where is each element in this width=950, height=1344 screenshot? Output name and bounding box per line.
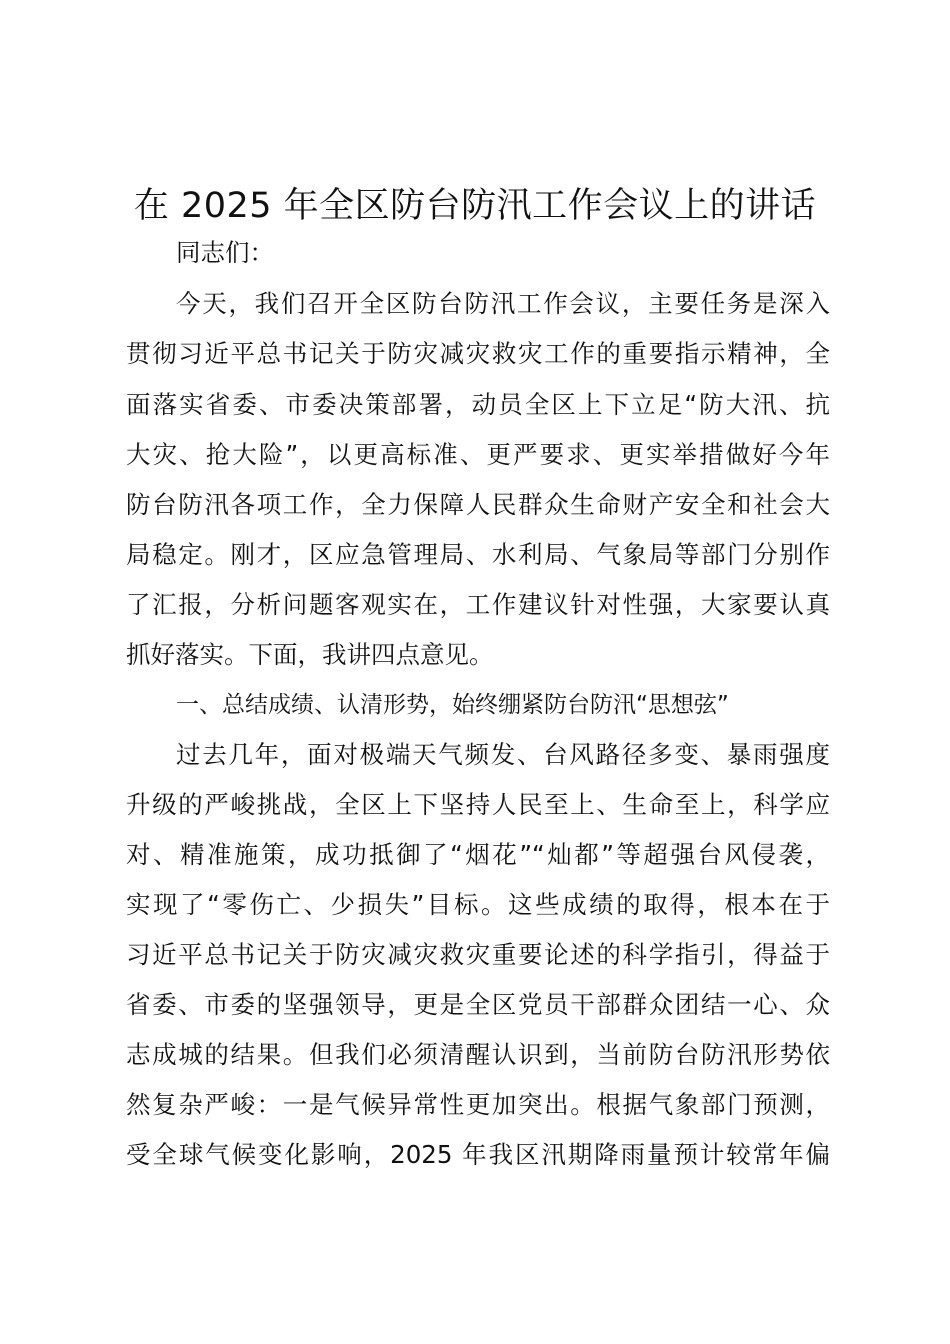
paragraph-line: 今天，我们召开全区防台防汛工作会议，主要任务是深入: [176, 289, 830, 318]
paragraph-line: 了汇报，分析问题客观实在，工作建议针对性强，大家要认真: [126, 590, 830, 619]
paragraph-line: 习近平总书记关于防灾减灾救灾重要论述的科学指引，得益于: [126, 940, 830, 969]
paragraph-line: 局稳定。刚才，区应急管理局、水利局、气象局等部门分别作: [126, 540, 830, 569]
document-title: 在 2025 年全区防台防汛工作会议上的讲话: [133, 186, 817, 226]
paragraph-line: 受全球气候变化影响，2025 年我区汛期降雨量预计较常年偏: [126, 1140, 830, 1169]
section-heading: 一、总结成绩、认清形势，始终绷紧防台防汛“思想弦”: [176, 692, 729, 718]
paragraph-line: 对、精准施策，成功抵御了“烟花”“灿都”等超强台风侵袭，: [126, 840, 830, 869]
paragraph-line: 过去几年，面对极端天气频发、台风路径多变、暴雨强度: [176, 740, 830, 769]
paragraph-line: 面落实省委、市委决策部署，动员全区上下立足“防大汛、抗: [126, 390, 830, 419]
paragraph-line: 贯彻习近平总书记关于防灾减灾救灾工作的重要指示精神，全: [126, 339, 830, 368]
salutation: 同志们：: [176, 238, 274, 267]
paragraph-line: 省委、市委的坚强领导，更是全区党员干部群众团结一心、众: [126, 990, 830, 1019]
paragraph-line: 升级的严峻挑战，全区上下坚持人民至上、生命至上，科学应: [126, 790, 830, 819]
paragraph-line: 防台防汛各项工作，全力保障人民群众生命财产安全和社会大: [126, 490, 830, 519]
paragraph-line: 志成城的结果。但我们必须清醒认识到，当前防台防汛形势依: [126, 1040, 830, 1069]
paragraph-line: 抓好落实。下面，我讲四点意见。: [126, 640, 494, 669]
paragraph-line: 实现了“零伤亡、少损失”目标。这些成绩的取得，根本在于: [126, 890, 830, 919]
paragraph-line: 大灾、抢大险”，以更高标准、更严要求、更实举措做好今年: [126, 440, 830, 469]
paragraph-line: 然复杂严峻：一是气候异常性更加突出。根据气象部门预测，: [126, 1090, 830, 1119]
